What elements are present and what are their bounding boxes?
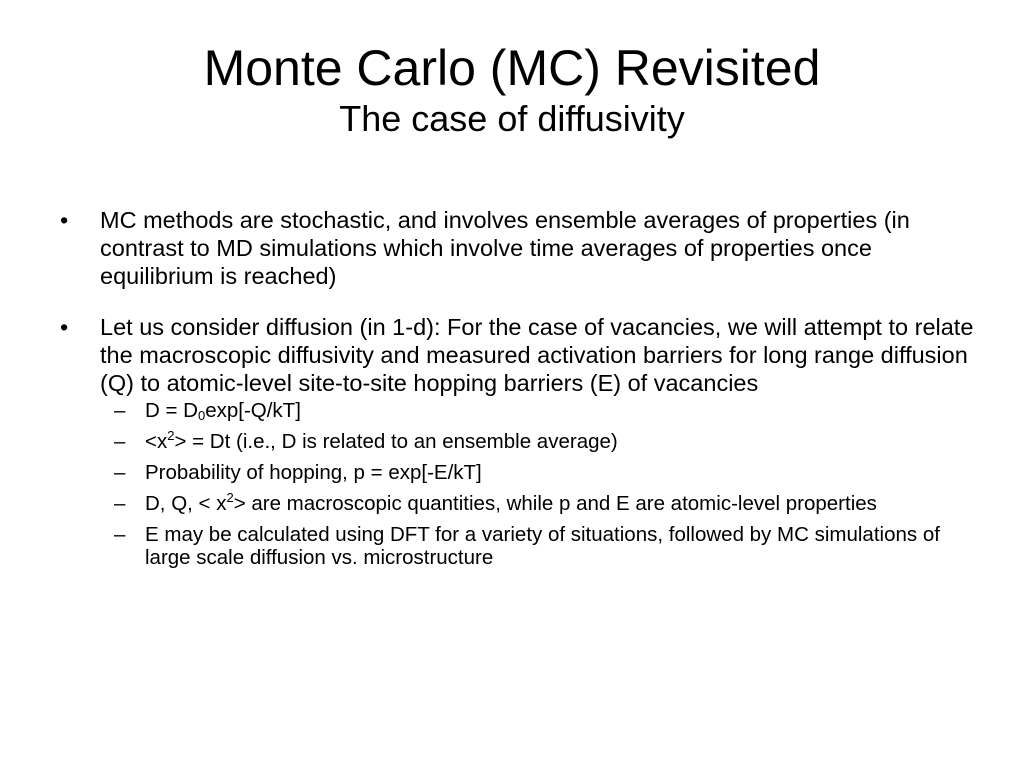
sub-bullet-marker: – (114, 461, 126, 484)
sub-bullet-diffusivity-equation (100, 399, 990, 422)
sub-bullet-marker: – (114, 430, 126, 453)
title-block (0, 38, 1024, 140)
slide-subtitle: The case of diffusivity (339, 98, 685, 139)
sub-bullet-dft-calculation (100, 523, 990, 569)
bullet-item-1 (60, 206, 990, 290)
equation-text-pre: <x (145, 430, 168, 453)
bullet-text: Let us consider diffusion (in 1-d): For the case of vacancies, we will attempt to relate the macroscopic diffusivity and measured activation barriers for long range diffusion (Q) to atomic-level site-to-site hopping barriers (E) of vacancies (100, 314, 974, 396)
sub-bullet-list (60, 399, 990, 569)
bullet-text: MC methods are stochastic, and involves ensemble averages of properties (in contrast to MD simulations which involve time averages of properties once equilibrium is reached) (100, 207, 910, 289)
sub-bullet-mean-square-displacement (100, 430, 990, 453)
equation-text-pre: D = D (145, 399, 198, 422)
sub-bullet-text: Probability of hopping, p = exp[-E/kT] (145, 461, 482, 484)
sub-bullet-hopping-probability (100, 461, 990, 484)
sub-bullet-macroscopic-quantities (100, 492, 990, 515)
equation-text-pre: D, Q, < x (145, 492, 227, 515)
equation-text-post: > = Dt (i.e., D is related to an ensemble average) (174, 430, 618, 453)
bullet-marker: • (60, 207, 69, 233)
sub-bullet-marker: – (114, 492, 126, 515)
slide-content (60, 206, 990, 577)
equation-superscript: 2 (167, 428, 175, 443)
sub-bullet-marker: – (114, 523, 126, 546)
slide-title: Monte Carlo (MC) Revisited (203, 40, 821, 96)
equation-text-post: > are macroscopic quantities, while p and E are atomic-level properties (233, 492, 877, 515)
bullet-marker: • (60, 314, 69, 340)
equation-text-post: exp[-Q/kT] (205, 399, 301, 422)
sub-bullet-text: E may be calculated using DFT for a variety of situations, followed by MC simulations of large scale diffusion vs. microstructure (145, 523, 940, 569)
sub-bullet-marker: – (114, 399, 126, 422)
equation-subscript: 0 (197, 408, 206, 423)
equation-superscript: 2 (226, 490, 234, 505)
bullet-item-2 (60, 313, 990, 397)
